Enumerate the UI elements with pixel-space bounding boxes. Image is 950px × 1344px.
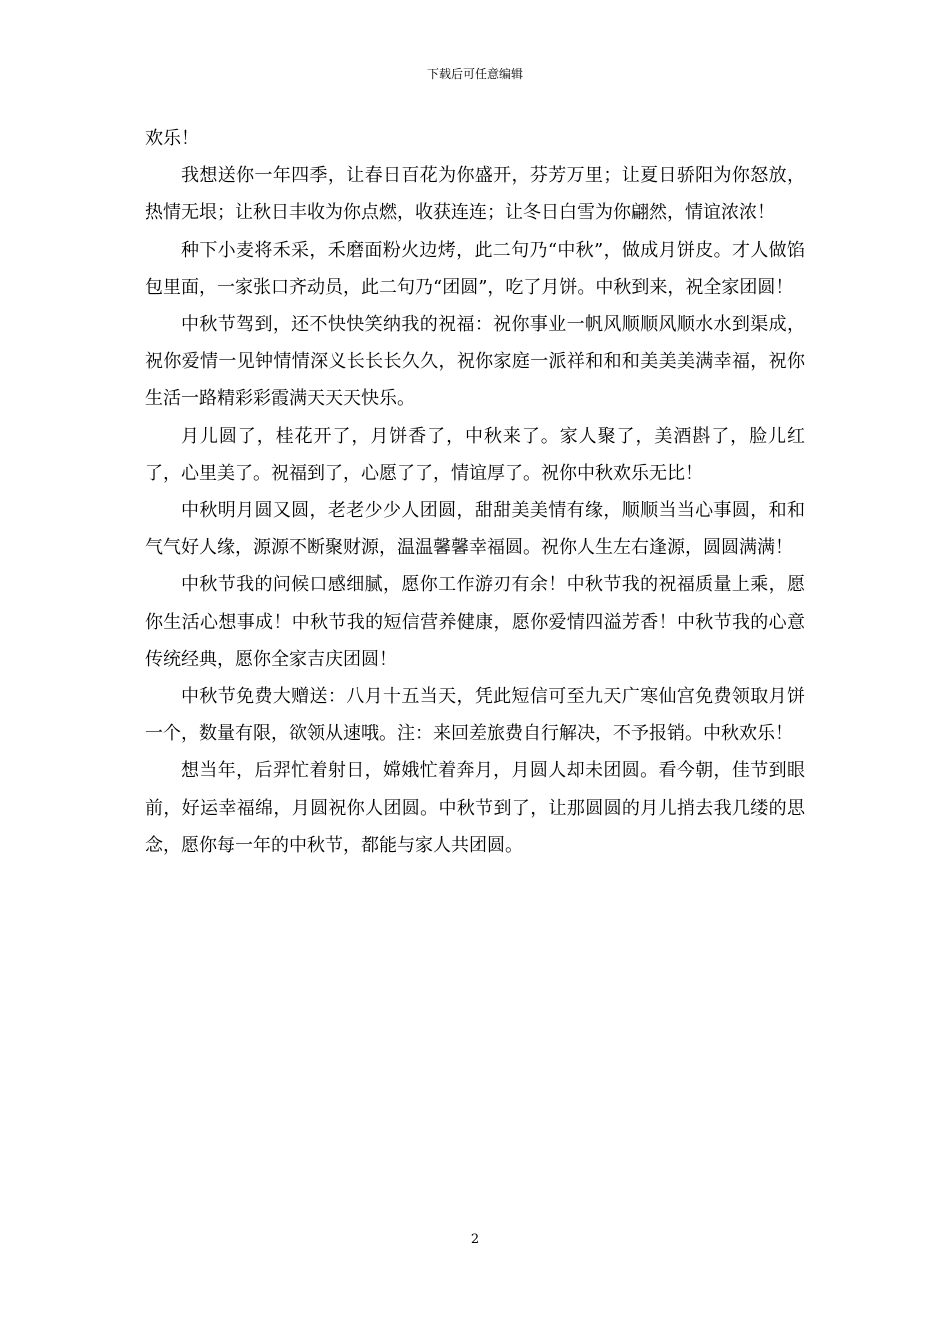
paragraph: 中秋明月圆又圆，老老少少人团圆，甜甜美美情有缘，顺顺当当心事圆，和和气气好人缘，源源不断聚财源，温温馨馨幸福圆。祝你人生左右逢源，圆圆满满！ (145, 500, 805, 559)
page-header: 下载后可任意编辑 (426, 67, 523, 81)
document-body (145, 120, 805, 864)
paragraph: 想当年，后羿忙着射日，嫦娥忙着奔月，月圆人却未团圆。看今朝，佳节到眼前，好运幸福绵，月圆祝你人团圆。中秋节到了，让那圆圆的月儿捎去我几缕的思念，愿你每一年的中秋节，都能与家人共团圆。 (145, 760, 805, 856)
paragraph: 月儿圆了，桂花开了，月饼香了，中秋来了。家人聚了，美酒斟了，脸儿红了，心里美了。祝福到了，心愿了了，情谊厚了。祝你中秋欢乐无比！ (145, 425, 805, 484)
paragraph: 中秋节我的问候口感细腻，愿你工作游刃有余！中秋节我的祝福质量上乘，愿你生活心想事成！中秋节我的短信营养健康，愿你爱情四溢芳香！中秋节我的心意传统经典，愿你全家吉庆团圆！ (145, 574, 805, 670)
paragraph: 中秋节驾到，还不快快笑纳我的祝福：祝你事业一帆风顺顺风顺水水到渠成，祝你爱情一见钟情情深义长长长久久，祝你家庭一派祥和和和美美美满幸福，祝你生活一路精彩彩霞满天天天快乐。 (145, 314, 805, 410)
paragraph: 中秋节免费大赠送：八月十五当天，凭此短信可至九天广寒仙宫免费领取月饼一个，数量有限，欲领从速哦。注：来回差旅费自行解决，不予报销。中秋欢乐！ (145, 686, 805, 745)
page-number: 2 (470, 1232, 480, 1247)
paragraph: 种下小麦将禾采，禾磨面粉火边烤，此二句乃“中秋”，做成月饼皮。才人做馅包里面，一家张口齐动员，此二句乃“团圆”，吃了月饼。中秋到来，祝全家团圆！ (145, 239, 805, 298)
paragraph: 我想送你一年四季，让春日百花为你盛开，芬芳万里；让夏日骄阳为你怒放，热情无垠；让秋日丰收为你点燃，收获连连；让冬日白雪为你翩然，情谊浓浓！ (145, 165, 805, 224)
paragraph-continuation: 欢乐！ (145, 128, 199, 149)
